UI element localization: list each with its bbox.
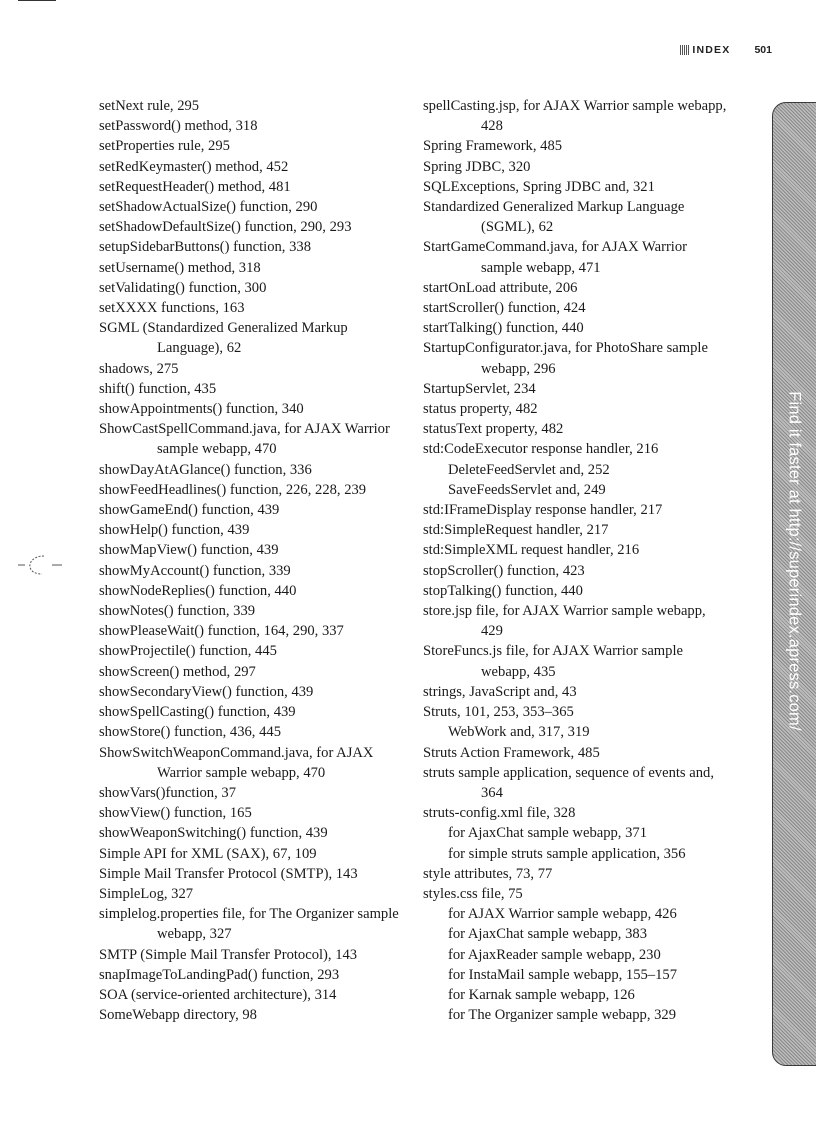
index-entry: Struts Action Framework, 485 (423, 744, 600, 761)
index-entry: setNext rule, 295 (99, 98, 200, 114)
index-entry: stopScroller() function, 423 (423, 562, 585, 579)
index-entry: strings, JavaScript and, 43 (423, 683, 577, 700)
section-title: INDEX (692, 44, 731, 56)
section-marker-icon (680, 45, 689, 55)
index-entry: showWeaponSwitching() function, 439 (99, 825, 328, 842)
index-entry: ShowCastSpellCommand.java, for AJAX Warrior sample webapp, 470 (99, 421, 390, 458)
index-entry: setValidating() function, 300 (99, 279, 267, 296)
index-subentry: for AjaxChat sample webapp, 371 (448, 825, 647, 842)
index-entry: stopTalking() function, 440 (423, 582, 583, 599)
index-column-right (423, 96, 728, 1025)
index-entry: setupSidebarButtons() function, 338 (99, 239, 311, 256)
index-entry: showStore() function, 436, 445 (99, 724, 281, 741)
index-entry: StartGameCommand.java, for AJAX Warrior sample webapp, 471 (423, 239, 688, 276)
index-subentry: for InstaMail sample webapp, 155–157 (448, 966, 677, 983)
index-entry: showProjectile() function, 445 (99, 643, 277, 660)
index-entry: simplelog.properties file, for The Organizer sample webapp, 327 (99, 906, 399, 943)
thumb-tab-url: Find it faster at http://superindex.apress.com/ (785, 391, 804, 731)
index-entry: showScreen() method, 297 (99, 663, 256, 680)
index-entry: struts sample application, sequence of events and, 364 (423, 764, 714, 801)
index-entry: SomeWebapp directory, 98 (99, 1007, 257, 1024)
index-entry: showPleaseWait() function, 164, 290, 337 (99, 623, 344, 640)
index-entry: ShowSwitchWeaponCommand.java, for AJAX Warrior sample webapp, 470 (99, 744, 374, 781)
index-entry: setShadowActualSize() function, 290 (99, 199, 318, 216)
index-entry: Spring Framework, 485 (423, 138, 563, 155)
index-subentry: for AjaxReader sample webapp, 230 (448, 946, 661, 963)
index-entry: Struts, 101, 253, 353–365 (423, 704, 574, 721)
index-entry: SQLExceptions, Spring JDBC and, 321 (423, 178, 655, 195)
index-entry: style attributes, 73, 77 (423, 865, 553, 882)
index-entry: setRequestHeader() method, 481 (99, 178, 291, 195)
index-entry: std:SimpleXML request handler, 216 (423, 542, 640, 559)
index-entry: startScroller() function, 424 (423, 300, 586, 317)
index-entry: Standardized Generalized Markup Language (SGML), 62 (423, 199, 685, 236)
index-entry: StoreFuncs.js file, for AJAX Warrior sample webapp, 435 (423, 643, 683, 680)
index-subentry: for AJAX Warrior sample webapp, 426 (448, 906, 677, 923)
index-entry: showView() function, 165 (99, 805, 252, 822)
index-entry: showGameEnd() function, 439 (99, 502, 280, 519)
index-entry: StartupServlet, 234 (423, 380, 536, 397)
index-entry: showNodeReplies() function, 440 (99, 582, 297, 599)
index-entry: SGML (Standardized Generalized Markup Language), 62 (99, 320, 348, 357)
index-entry: showMyAccount() function, 339 (99, 562, 291, 579)
index-entry: setXXXX functions, 163 (99, 300, 245, 317)
index-entry: showSpellCasting() function, 439 (99, 704, 296, 721)
index-entry: std:CodeExecutor response handler, 216 (423, 441, 659, 458)
index-entry: showHelp() function, 439 (99, 522, 250, 539)
index-subentry: for simple struts sample application, 356 (448, 845, 686, 862)
index-entry: showMapView() function, 439 (99, 542, 279, 559)
index-entry: StartupConfigurator.java, for PhotoShare sample webapp, 296 (423, 340, 708, 377)
index-entry: spellCasting.jsp, for AJAX Warrior sample webapp, 428 (423, 98, 727, 135)
index-entry: store.jsp file, for AJAX Warrior sample webapp, 429 (423, 603, 706, 640)
index-subentry: for AjaxChat sample webapp, 383 (448, 926, 647, 943)
index-entry: showNotes() function, 339 (99, 603, 256, 620)
index-subentry: DeleteFeedServlet and, 252 (448, 461, 610, 478)
index-entry: setPassword() method, 318 (99, 118, 258, 135)
running-head (680, 44, 772, 56)
index-entry: showDayAtAGlance() function, 336 (99, 461, 312, 478)
index-subentry: for The Organizer sample webapp, 329 (448, 1007, 677, 1024)
index-entry: showFeedHeadlines() function, 226, 228, 239 (99, 481, 367, 498)
index-entry: Spring JDBC, 320 (423, 158, 531, 175)
index-entry: std:IFrameDisplay response handler, 217 (423, 502, 663, 519)
index-entry: Simple API for XML (SAX), 67, 109 (99, 845, 317, 862)
index-entry: setRedKeymaster() method, 452 (99, 158, 289, 175)
index-entry: status property, 482 (423, 401, 538, 418)
index-entry: statusText property, 482 (423, 421, 564, 438)
index-entry: setShadowDefaultSize() function, 290, 293 (99, 219, 352, 236)
index-subentry: for Karnak sample webapp, 126 (448, 986, 635, 1003)
index-subentry: WebWork and, 317, 319 (448, 724, 590, 741)
index-entry: styles.css file, 75 (423, 885, 523, 902)
index-entry: showSecondaryView() function, 439 (99, 683, 314, 700)
index-entry: std:SimpleRequest handler, 217 (423, 522, 609, 539)
index-entry: shift() function, 435 (99, 380, 217, 397)
index-entry: SMTP (Simple Mail Transfer Protocol), 143 (99, 946, 358, 963)
binding-crop-mark-icon (18, 553, 64, 577)
index-entry: snapImageToLandingPad() function, 293 (99, 966, 340, 983)
index-entry: startTalking() function, 440 (423, 320, 584, 337)
index-entry: showVars()function, 37 (99, 784, 236, 801)
index-column-left (99, 96, 409, 1025)
index-entry: SOA (service-oriented architecture), 314 (99, 986, 337, 1003)
index-entry: showAppointments() function, 340 (99, 401, 304, 418)
index-entry: startOnLoad attribute, 206 (423, 279, 578, 296)
index-subentry: SaveFeedsServlet and, 249 (448, 481, 606, 498)
index-entry: setUsername() method, 318 (99, 259, 261, 276)
index-entry: Simple Mail Transfer Protocol (SMTP), 143 (99, 865, 358, 882)
index-entry: struts-config.xml file, 328 (423, 805, 576, 822)
page-number: 501 (754, 44, 772, 56)
index-entry: setProperties rule, 295 (99, 138, 230, 155)
index-entry: shadows, 275 (99, 360, 179, 377)
top-rule (18, 0, 56, 1)
index-entry: SimpleLog, 327 (99, 885, 194, 902)
